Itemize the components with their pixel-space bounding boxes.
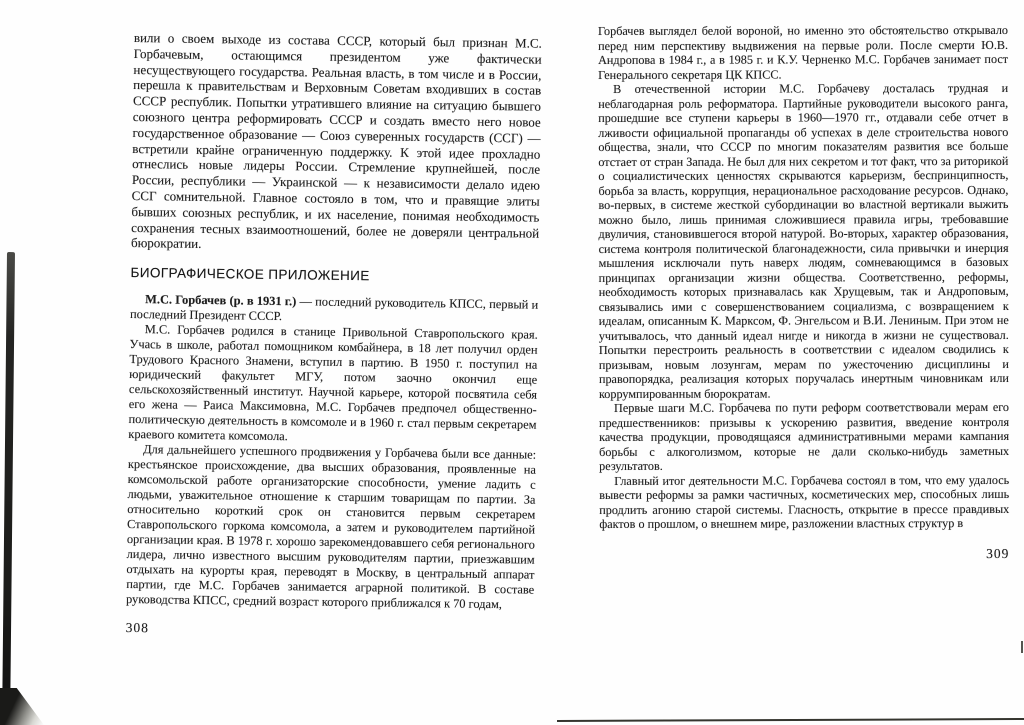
- body-paragraph: В отечественной истории М.С. Горбачеву досталась трудная и неблагодарная роль реформатора. Партийные руководители высокого ранга, прошедшие все ступени карьеры в 1960—1970 гг., отдавали себе отчет в лживости официальной пропаганды об успехах в деле строительства нового общества, знали, что СССР по многим показателям развития все больше отстает от стран Запада. Не был для них секретом и тот факт, что за риторикой о социалистических ценностях скрываются карьеризм, беспринципность, борьба за власть, коррупция, нерациональное расходование ресурсов. Однако, во-первых, в системе жесткой субординации во властной вертикали выжить можно было, лишь принимая сложившиеся правила игры, требовавшие двуличия, становившегося второй натурой. Во-вторых, характер образования, система контроля политической благонадежности, сила привычки и инерция мышления исключали путь наверх людям, сомневающимся в базовых принципах организации жизни общества. Соответственно, реформы, необходимость которых признавалась как Хрущевым, так и Андроповым, связывались ими с совершенствованием социализма, с возвращением к идеалам, описанным К. Марксом, Ф. Энгельсом и В.И. Лениным. При этом не учитывалось, что данный идеал нигде и никогда в жизни не существовал. Попытки перестроить реальность в соответствии с идеалом сводились к призывам, новым лозунгам, мерам по ужесточению дисциплины и правопорядка, реализация которых поручалась инертным чиновникам или коррумпированным бюрократам.: [598, 80, 1009, 401]
- bio-paragraph: Для дальнейшего успешного продвижения у Горбачева были все данные: крестьянское происхождение, два высших образования, проявленные на комсомольской работе организаторские способности, умение ладить с людьми, уважительное отношение к старшим товарищам по партии. За относительно короткий срок он становится первым секретарем Ставропольского горкома комсомола, а затем и руководителем партийной организации края. В 1978 г. хорошо зарекомендовавшего себя регионального лидера, лично известного высшим руководителям партии, приезжавшим отдыхать на курорты края, переводят в Москву, в центральный аппарат партии, где М.С. Горбачев занимается аграрной политикой. В составе руководства КПСС, средний возраст которого приближался к 70 годам,: [125, 442, 537, 612]
- biography-block: [126, 292, 538, 613]
- page-number-left: 308: [125, 619, 150, 636]
- body-paragraph: Первые шаги М.С. Горбачева по пути реформ соответствовали мерам его предшественников: призывы к ускорению развития, введение контроля качества продукции, проводящаяся административными мерами кампания борьбы с алкоголизмом, которые не дали сколько-нибудь заметных результатов.: [599, 399, 1010, 473]
- bio-intro-rest: — последний руководитель КПСС, первый и последний Президент СССР.: [129, 294, 539, 324]
- page-edge-mark: [1021, 641, 1023, 653]
- section-heading: БИОГРАФИЧЕСКОЕ ПРИЛОЖЕНИЕ: [130, 265, 370, 284]
- page-right: [598, 23, 1009, 562]
- page-number-right: 309: [986, 545, 1010, 561]
- right-continuation-paragraph: Горбачев выглядел белой вороной, но именно это обстоятельство открывало перед ним перспективу выдвижения на первые роли. После смерти Ю.В. Андропова в 1984 г., а в 1985 г. и К.У. Черненко М.С. Горбачев занимает пост Генерального секретаря ЦК КПСС.: [598, 22, 1009, 82]
- body-paragraph: Главный итог деятельности М.С. Горбачева состоял в том, что ему удалось вывести реформы за рамки частичных, косметических мер, способных лишь продлить агонию старой системы. Гласность, открытие в прессе правдивых фактов о прошлом, о внешнем мире, разложении властных структур в: [599, 472, 1010, 531]
- page-corner-shadow: [0, 688, 44, 725]
- left-continuation-paragraph: вили о своем выходе из состава СССР, который был признан М.С. Горбачевым, остающимся президентом уже фактически несуществующего государства. Реальная власть, в том числе и в России, перешла к правительствам и Верховным Советам входивших в состав СССР республик. Попытки утратившего влияние на ситуацию бывшего союзного центра реформировать СССР и создать вместо него новое государственное образование — Союз суверенных государств (ССГ) — встретили крайне ограниченную поддержку. К этой идее прохладно отнеслись новые лидеры России. Стремление крупнейшей, после России, республики — Украинской — к независимости делало идею ССГ сомнительной. Главное состояло в том, что и правящие элиты бывших союзных республик, и их население, понимая необходимость сохранения тесных взаимоотношений, более не доверяли центральной бюрократии.: [130, 30, 542, 252]
- bio-name-bold: М.С. Горбачев (р. в 1931 г.): [145, 292, 297, 309]
- page-left: [126, 30, 542, 641]
- bio-paragraph: М.С. Горбачев родился в станице Привольной Ставропольского края. Учась в школе, работал помощником комбайнера, в 18 лет получил орден Трудового Красного Знамени, вступил в партию. В 1950 г. поступил на юридический факультет МГУ, потом заочно окончил еще сельскохозяйственный институт. Научной карьере, которой посвятила себя его жена — Раиса Максимовна, М.С. Горбачев предпочел общественно-политическую деятельность в комсомоле и в 1960 г. стал первым секретарем краевого комитета комсомола.: [128, 322, 538, 444]
- page-bottom-edge-line: [557, 718, 1024, 722]
- book-spine-shadow: [2, 252, 15, 725]
